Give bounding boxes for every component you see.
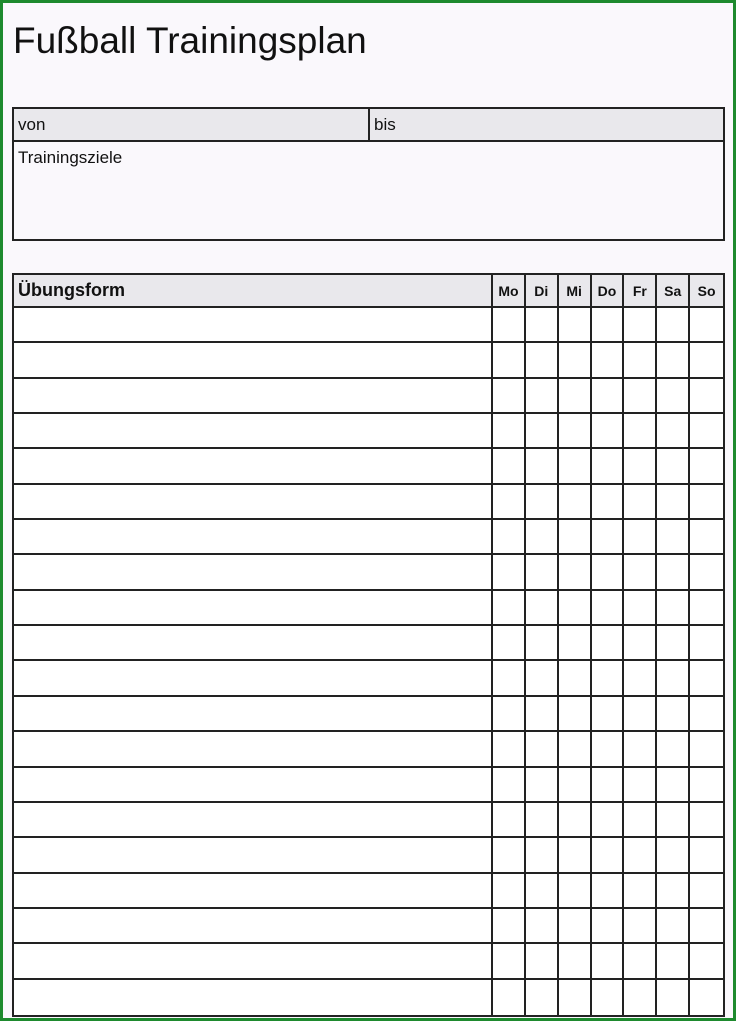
exercise-cell[interactable] [14, 449, 493, 484]
day-cell-do[interactable] [592, 874, 625, 909]
day-cell-so[interactable] [690, 308, 723, 343]
day-cell-so[interactable] [690, 343, 723, 378]
day-header-fr: Fr [624, 275, 657, 308]
day-cell-do[interactable] [592, 379, 625, 414]
day-cell-di[interactable] [526, 449, 559, 484]
day-cell-di[interactable] [526, 838, 559, 873]
day-cell-mi[interactable] [559, 555, 592, 590]
day-cell-do[interactable] [592, 661, 625, 696]
day-cell-sa[interactable] [657, 944, 690, 979]
day-cell-so[interactable] [690, 414, 723, 449]
page-title: Fußball Trainingsplan [13, 20, 367, 61]
day-header-mi: Mi [559, 275, 592, 308]
day-cell-mi[interactable] [559, 379, 592, 414]
day-cell-fr[interactable] [624, 591, 657, 626]
day-cell-di[interactable] [526, 626, 559, 661]
exercise-cell[interactable] [14, 555, 493, 590]
day-cell-di[interactable] [526, 732, 559, 767]
day-cell-sa[interactable] [657, 874, 690, 909]
day-cell-mo[interactable] [493, 449, 526, 484]
day-cell-mi[interactable] [559, 838, 592, 873]
day-cell-mi[interactable] [559, 980, 592, 1015]
day-cell-sa[interactable] [657, 803, 690, 838]
training-goals-field[interactable]: Trainingsziele [18, 148, 123, 167]
day-cell-di[interactable] [526, 980, 559, 1015]
exercise-cell[interactable] [14, 485, 493, 520]
day-cell-sa[interactable] [657, 520, 690, 555]
exercise-cell[interactable] [14, 944, 493, 979]
day-cell-mo[interactable] [493, 343, 526, 378]
exercise-cell[interactable] [14, 626, 493, 661]
day-cell-mo[interactable] [493, 909, 526, 944]
day-cell-di[interactable] [526, 485, 559, 520]
day-cell-mo[interactable] [493, 732, 526, 767]
day-cell-sa[interactable] [657, 661, 690, 696]
day-cell-fr[interactable] [624, 661, 657, 696]
day-cell-do[interactable] [592, 909, 625, 944]
day-cell-fr[interactable] [624, 732, 657, 767]
day-cell-do[interactable] [592, 591, 625, 626]
day-header-sa: Sa [657, 275, 690, 308]
day-header-so: So [690, 275, 723, 308]
day-cell-sa[interactable] [657, 414, 690, 449]
day-cell-do[interactable] [592, 520, 625, 555]
day-cell-sa[interactable] [657, 697, 690, 732]
day-cell-sa[interactable] [657, 626, 690, 661]
exercise-cell[interactable] [14, 874, 493, 909]
day-cell-fr[interactable] [624, 909, 657, 944]
day-cell-fr[interactable] [624, 768, 657, 803]
day-cell-do[interactable] [592, 626, 625, 661]
day-cell-fr[interactable] [624, 379, 657, 414]
day-cell-di[interactable] [526, 379, 559, 414]
day-cell-sa[interactable] [657, 768, 690, 803]
day-cell-mi[interactable] [559, 520, 592, 555]
to-field[interactable]: bis [374, 115, 396, 134]
day-cell-mo[interactable] [493, 520, 526, 555]
day-cell-mo[interactable] [493, 768, 526, 803]
day-cell-do[interactable] [592, 555, 625, 590]
day-cell-so[interactable] [690, 379, 723, 414]
plan-grid [14, 275, 723, 1015]
from-field[interactable]: von [14, 109, 370, 140]
day-cell-so[interactable] [690, 803, 723, 838]
day-cell-mo[interactable] [493, 414, 526, 449]
training-plan-table [12, 273, 725, 1017]
day-cell-so[interactable] [690, 661, 723, 696]
day-cell-mo[interactable] [493, 555, 526, 590]
day-cell-di[interactable] [526, 555, 559, 590]
day-cell-di[interactable] [526, 661, 559, 696]
day-cell-mo[interactable] [493, 838, 526, 873]
day-cell-mi[interactable] [559, 661, 592, 696]
day-cell-di[interactable] [526, 697, 559, 732]
day-cell-sa[interactable] [657, 591, 690, 626]
day-cell-fr[interactable] [624, 520, 657, 555]
day-cell-sa[interactable] [657, 343, 690, 378]
day-cell-so[interactable] [690, 944, 723, 979]
day-cell-fr[interactable] [624, 944, 657, 979]
day-cell-mi[interactable] [559, 449, 592, 484]
day-cell-do[interactable] [592, 697, 625, 732]
day-cell-mi[interactable] [559, 343, 592, 378]
day-cell-so[interactable] [690, 697, 723, 732]
day-cell-sa[interactable] [657, 732, 690, 767]
exercise-cell[interactable] [14, 591, 493, 626]
day-cell-so[interactable] [690, 838, 723, 873]
day-cell-di[interactable] [526, 591, 559, 626]
day-cell-fr[interactable] [624, 449, 657, 484]
day-cell-sa[interactable] [657, 379, 690, 414]
period-row [14, 109, 723, 142]
day-cell-mo[interactable] [493, 874, 526, 909]
day-cell-do[interactable] [592, 343, 625, 378]
day-header-di: Di [526, 275, 559, 308]
day-cell-do[interactable] [592, 732, 625, 767]
day-cell-fr[interactable] [624, 874, 657, 909]
day-cell-mi[interactable] [559, 414, 592, 449]
day-cell-fr[interactable] [624, 414, 657, 449]
day-cell-mi[interactable] [559, 732, 592, 767]
day-cell-do[interactable] [592, 803, 625, 838]
exercise-cell[interactable] [14, 697, 493, 732]
day-cell-di[interactable] [526, 874, 559, 909]
day-cell-so[interactable] [690, 520, 723, 555]
day-cell-mi[interactable] [559, 697, 592, 732]
exercise-cell[interactable] [14, 520, 493, 555]
exercise-cell[interactable] [14, 768, 493, 803]
day-cell-sa[interactable] [657, 555, 690, 590]
day-cell-mi[interactable] [559, 803, 592, 838]
day-cell-so[interactable] [690, 732, 723, 767]
day-cell-do[interactable] [592, 980, 625, 1015]
day-cell-mo[interactable] [493, 308, 526, 343]
day-header-mo: Mo [493, 275, 526, 308]
day-cell-do[interactable] [592, 768, 625, 803]
day-cell-do[interactable] [592, 414, 625, 449]
day-cell-sa[interactable] [657, 308, 690, 343]
day-cell-di[interactable] [526, 803, 559, 838]
day-cell-mo[interactable] [493, 661, 526, 696]
day-header-do: Do [592, 275, 625, 308]
day-cell-mi[interactable] [559, 626, 592, 661]
day-cell-so[interactable] [690, 591, 723, 626]
day-cell-di[interactable] [526, 768, 559, 803]
day-cell-do[interactable] [592, 449, 625, 484]
day-cell-fr[interactable] [624, 308, 657, 343]
day-cell-fr[interactable] [624, 838, 657, 873]
day-cell-di[interactable] [526, 944, 559, 979]
day-cell-so[interactable] [690, 626, 723, 661]
day-cell-fr[interactable] [624, 555, 657, 590]
day-cell-do[interactable] [592, 838, 625, 873]
day-cell-fr[interactable] [624, 485, 657, 520]
exercise-cell[interactable] [14, 379, 493, 414]
day-cell-mo[interactable] [493, 626, 526, 661]
day-cell-mo[interactable] [493, 803, 526, 838]
day-cell-mi[interactable] [559, 909, 592, 944]
exercise-cell[interactable] [14, 803, 493, 838]
day-cell-di[interactable] [526, 520, 559, 555]
day-cell-fr[interactable] [624, 626, 657, 661]
day-cell-sa[interactable] [657, 449, 690, 484]
day-cell-do[interactable] [592, 944, 625, 979]
day-cell-mi[interactable] [559, 591, 592, 626]
exercise-cell[interactable] [14, 308, 493, 343]
day-cell-so[interactable] [690, 909, 723, 944]
exercise-cell[interactable] [14, 661, 493, 696]
day-cell-sa[interactable] [657, 485, 690, 520]
day-cell-so[interactable] [690, 980, 723, 1015]
day-cell-so[interactable] [690, 485, 723, 520]
day-cell-so[interactable] [690, 874, 723, 909]
exercise-header: Übungsform [14, 275, 493, 308]
day-cell-mi[interactable] [559, 944, 592, 979]
day-cell-mo[interactable] [493, 485, 526, 520]
day-cell-mi[interactable] [559, 485, 592, 520]
day-cell-fr[interactable] [624, 980, 657, 1015]
day-cell-di[interactable] [526, 414, 559, 449]
period-box [12, 107, 725, 241]
day-cell-di[interactable] [526, 909, 559, 944]
day-cell-sa[interactable] [657, 980, 690, 1015]
day-cell-sa[interactable] [657, 838, 690, 873]
exercise-cell[interactable] [14, 414, 493, 449]
exercise-cell[interactable] [14, 343, 493, 378]
day-cell-mo[interactable] [493, 379, 526, 414]
day-cell-mi[interactable] [559, 308, 592, 343]
day-cell-do[interactable] [592, 485, 625, 520]
exercise-cell[interactable] [14, 909, 493, 944]
day-cell-di[interactable] [526, 308, 559, 343]
day-cell-fr[interactable] [624, 803, 657, 838]
exercise-cell[interactable] [14, 732, 493, 767]
day-cell-mo[interactable] [493, 944, 526, 979]
day-cell-so[interactable] [690, 768, 723, 803]
day-cell-mi[interactable] [559, 874, 592, 909]
day-cell-do[interactable] [592, 308, 625, 343]
day-cell-di[interactable] [526, 343, 559, 378]
day-cell-fr[interactable] [624, 343, 657, 378]
day-cell-so[interactable] [690, 449, 723, 484]
day-cell-mo[interactable] [493, 591, 526, 626]
day-cell-sa[interactable] [657, 909, 690, 944]
day-cell-mo[interactable] [493, 980, 526, 1015]
exercise-cell[interactable] [14, 980, 493, 1015]
day-cell-fr[interactable] [624, 697, 657, 732]
exercise-cell[interactable] [14, 838, 493, 873]
day-cell-mi[interactable] [559, 768, 592, 803]
day-cell-so[interactable] [690, 555, 723, 590]
day-cell-mo[interactable] [493, 697, 526, 732]
